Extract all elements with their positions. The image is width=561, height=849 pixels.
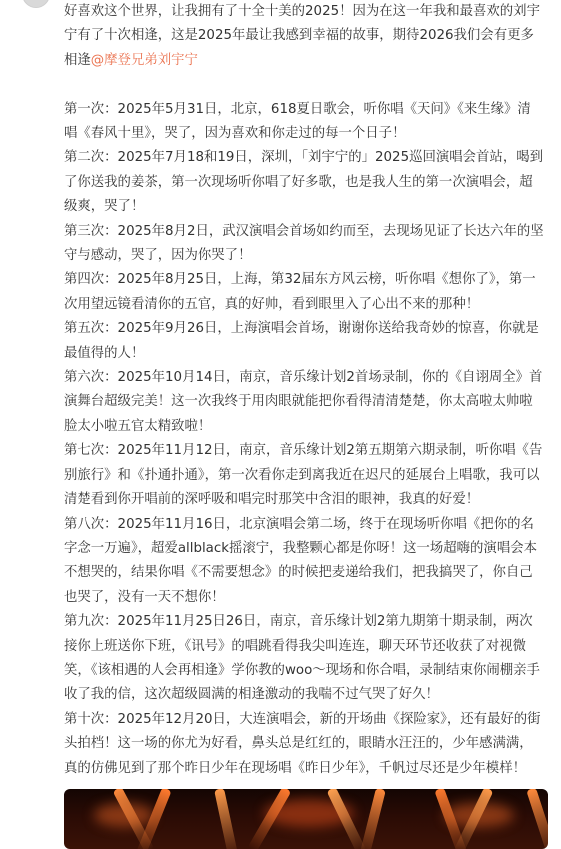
entry-2: 第二次：2025年7月18和19日，深圳，「刘宇宁的」2025巡回演唱会首站，喝到了你送我的姜茶，第一次现场听你唱了好多歌，也是我人生的第一次演唱会，超级爽，哭了！ <box>64 150 543 215</box>
post-content <box>64 0 544 846</box>
entry-6: 第六次：2025年10月14日，南京，音乐缘计划2首场录制，你的《自诩周全》首演舞台超级完美！这一次我终于用肉眼就能把你看得清清楚楚，你太高啦太帅啦脸太小啦五官太精致啦！ <box>64 370 543 434</box>
intro-text: 好喜欢这个世界，让我拥有了十全十美的2025！因为在这一年我和最喜欢的刘宇宁有了十次相逢，这是2025年最让我感到幸福的故事，期待2026我们会有更多相逢 <box>64 4 540 68</box>
user-mention[interactable]: @摩登兄弟刘宇宁 <box>90 52 198 68</box>
entry-10: 第十次：2025年12月20日，大连演唱会，新的开场曲《探险家》，还有最好的街头拍档！这一场的你尤为好看，鼻头总是红红的，眼睛水汪汪的，少年感满满，真的仿佛见到了那个昨日少年在现场唱《昨日少年》，千帆过尽还是少年模样！ <box>64 711 541 776</box>
entry-3: 第三次：2025年8月2日，武汉演唱会首场如约而至，去现场见证了长达六年的坚守与感动，哭了，因为你哭了！ <box>64 223 544 264</box>
entry-5: 第五次：2025年9月26日，上海演唱会首场，谢谢你送给我奇妙的惊喜，你就是最值得的人！ <box>64 321 539 361</box>
stage-light-beam <box>359 789 386 849</box>
post-image[interactable] <box>64 789 548 849</box>
entry-4: 第四次：2025年8月25日，上海，第32届东方风云榜，听你唱《想你了》，第一次用望远镜看清你的五官，真的好帅，看到眼里入了心出不来的那种！ <box>64 272 536 312</box>
entry-1: 第一次：2025年5月31日，北京，618夏日歌会，听你唱《天问》《来生缘》清唱《春风十里》，哭了，因为喜欢和你走过的每一个日子！ <box>64 101 531 142</box>
entry-7: 第七次：2025年11月12日，南京，音乐缘计划2第五期第六期录制，听你唱《告别旅行》和《扑通扑通》，第一次看你走到离我近在迟尺的延展台上唱歌，我可以清楚看到你开唱前的深呼吸和唱完时那笑中含泪的眼神，我真的好爱！ <box>64 443 543 508</box>
entry-9: 第九次：2025年11月25日26日，南京，音乐缘计划2第九期第十期录制，两次接你上班送你下班，《讯号》的唱跳看得我尖叫连连，聊天环节还收获了对视微笑，《该相遇的人会再相逢》学你教的woo～现场和你合唱，录制结束你闹棚亲手收了我的信，这次超级圆满的相逢激动的我喘不过气哭了好久！ <box>64 614 540 703</box>
stage-light-beam <box>214 789 238 849</box>
post-intro <box>64 0 544 73</box>
paragraph-gap <box>64 73 544 97</box>
avatar[interactable] <box>22 0 50 8</box>
stage-light-beam <box>526 789 548 849</box>
entry-8: 第八次：2025年11月16日，北京演唱会第二场，终于在现场听你唱《把你的名字念一万遍》，超爱allblack摇滚宁，我整颗心都是你呀！这一场超嗨的演唱会本不想哭的，结果你唱《不需要想念》的时候把麦递给我们，把我搞哭了，你自己也哭了，没有一天不想你！ <box>64 516 537 605</box>
